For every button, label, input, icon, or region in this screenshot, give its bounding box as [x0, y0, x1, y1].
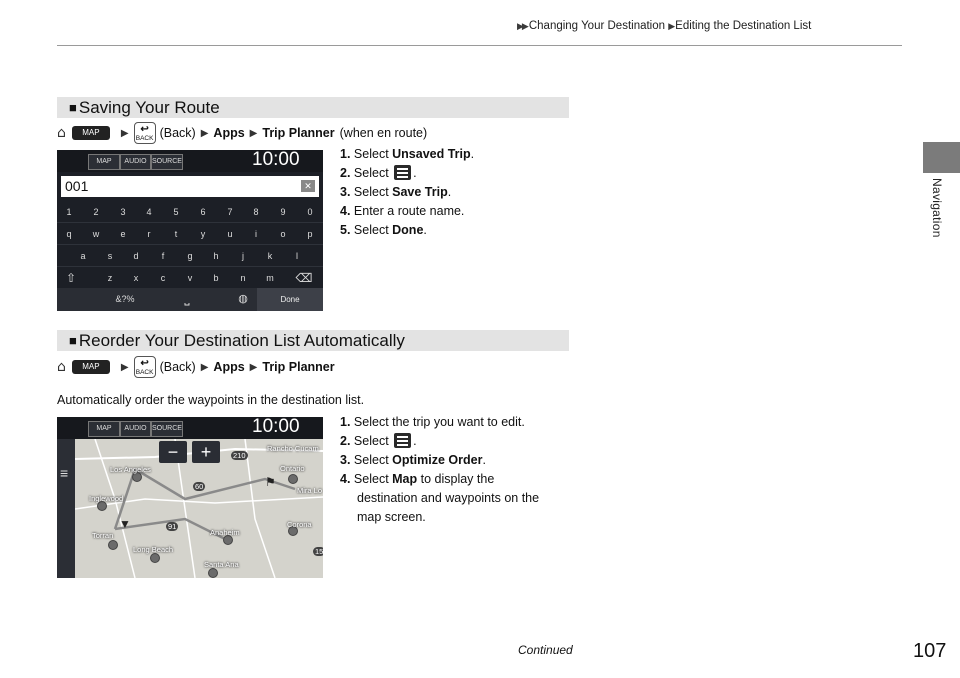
microphone-icon[interactable]: ◍: [238, 293, 248, 305]
key[interactable]: c: [160, 273, 166, 283]
zoom-in-button[interactable]: +: [192, 441, 220, 463]
key[interactable]: 8: [253, 207, 259, 217]
audio-tab[interactable]: AUDIO: [120, 421, 151, 437]
menu-icon: [394, 165, 411, 180]
key[interactable]: a: [80, 251, 86, 261]
step-4: 4. Enter a route name.: [340, 204, 465, 218]
key[interactable]: 1: [66, 207, 72, 217]
key[interactable]: g: [187, 251, 193, 261]
city-label: Anaheim: [210, 528, 240, 537]
step-1: 1. Select the trip you want to edit.: [340, 415, 525, 429]
audio-tab[interactable]: AUDIO: [120, 154, 151, 170]
key[interactable]: t: [174, 229, 178, 239]
destination-flag-icon: ⚑: [265, 475, 276, 489]
key[interactable]: 2: [93, 207, 99, 217]
breadcrumb-part-1: Changing Your Destination: [528, 20, 666, 32]
menu-icon[interactable]: ≡: [60, 465, 69, 481]
key[interactable]: 9: [280, 207, 286, 217]
screen-top-bar: [57, 417, 323, 439]
key[interactable]: d: [133, 251, 139, 261]
source-tab[interactable]: SOURCE: [151, 154, 183, 170]
path-suffix: (when en route): [339, 126, 428, 140]
key[interactable]: f: [161, 251, 165, 261]
key[interactable]: e: [120, 229, 126, 239]
page-number: 107: [913, 640, 947, 662]
key[interactable]: j: [242, 251, 244, 261]
breadcrumb-arrow-icon: ▶▶: [517, 21, 527, 31]
key[interactable]: h: [213, 251, 219, 261]
highway-shield-icon: 210: [233, 451, 246, 460]
key[interactable]: v: [187, 273, 193, 283]
highway-shield-icon: 15: [313, 547, 323, 556]
key[interactable]: 6: [200, 207, 206, 217]
space-key-icon[interactable]: ⎵: [184, 290, 190, 305]
map-button-icon: MAP: [72, 360, 110, 374]
key[interactable]: 3: [120, 207, 126, 217]
breadcrumb-part-2: Editing the Destination List: [675, 20, 812, 32]
section-title: Reorder Your Destination List Automatically: [78, 331, 405, 350]
map-menu-strip: [57, 439, 75, 578]
waypoint-pin[interactable]: [288, 474, 298, 484]
key[interactable]: 7: [227, 207, 233, 217]
keyboard-divider: [57, 266, 323, 267]
apps-label: Apps: [213, 360, 245, 374]
key[interactable]: 0: [307, 207, 313, 217]
symbols-key[interactable]: &?%: [115, 294, 135, 304]
step-4: 4. Select Map to display the: [340, 472, 495, 486]
path-arrow-icon: ▶: [249, 127, 258, 139]
section-square-icon: ■: [69, 333, 77, 348]
steps-list-reorder: [340, 413, 539, 527]
key[interactable]: z: [107, 273, 113, 283]
city-label: Los Angeles: [110, 465, 151, 474]
city-label: Rancho Cucam: [267, 444, 319, 453]
apps-label: Apps: [213, 126, 245, 140]
key[interactable]: m: [266, 273, 274, 283]
source-tab[interactable]: SOURCE: [151, 421, 183, 437]
highway-shield-icon: 60: [195, 482, 204, 491]
map-tab[interactable]: MAP: [88, 421, 120, 437]
highway-shield-icon: 91: [168, 522, 177, 531]
side-label: Navigation: [930, 178, 944, 238]
path-arrow-icon: ▶: [120, 127, 129, 139]
key[interactable]: w: [92, 229, 100, 239]
section-title: Saving Your Route: [78, 98, 220, 117]
header-divider: [57, 45, 902, 46]
done-button[interactable]: Done: [257, 288, 323, 311]
city-label: Ontario: [280, 464, 305, 473]
waypoint-pin[interactable]: [150, 553, 160, 563]
key[interactable]: k: [267, 251, 273, 261]
continued-label: Continued: [518, 643, 573, 657]
city-label: Long Beach: [133, 545, 174, 554]
clear-icon[interactable]: ✕: [301, 180, 315, 192]
backspace-key-icon[interactable]: ⌫: [295, 271, 313, 285]
screen-top-bar: [57, 150, 323, 172]
shift-key-icon[interactable]: ⇧: [65, 271, 77, 285]
input-value: 001: [65, 178, 89, 194]
step-2: 2. Select .: [340, 434, 417, 448]
waypoint-pin[interactable]: [108, 540, 118, 550]
paragraph: Automatically order the waypoints in the destination list.: [57, 393, 365, 407]
key[interactable]: r: [147, 229, 151, 239]
nav-path: [57, 356, 335, 378]
back-label: (Back): [159, 126, 196, 140]
step-4-line-2: destination and waypoints on the: [357, 491, 540, 505]
step-3: 3. Select Save Trip.: [340, 185, 452, 199]
keyboard-screenshot: [57, 150, 323, 311]
step-3: 3. Select Optimize Order.: [340, 453, 486, 467]
section-square-icon: ■: [69, 100, 77, 115]
map-button-icon: MAP: [72, 126, 110, 140]
section-header-reorder: [57, 330, 569, 351]
path-arrow-icon: ▶: [200, 361, 209, 373]
key[interactable]: p: [307, 229, 313, 239]
back-button-icon: ↩ BACK: [134, 122, 156, 144]
path-arrow-icon: ▶: [249, 361, 258, 373]
key[interactable]: 4: [146, 207, 152, 217]
clock: 10:00: [252, 417, 300, 437]
nav-path: [57, 122, 427, 144]
keyboard-bottom-row: [57, 288, 323, 311]
path-arrow-icon: ▶: [120, 361, 129, 373]
keyboard-divider: [57, 222, 323, 223]
city-label: Torran: [92, 531, 114, 540]
waypoint-pin[interactable]: [208, 568, 218, 578]
path-arrow-icon: ▶: [200, 127, 209, 139]
key[interactable]: s: [107, 251, 113, 261]
key[interactable]: x: [133, 273, 139, 283]
trip-planner-label: Trip Planner: [262, 360, 335, 374]
clock: 10:00: [252, 150, 300, 170]
key[interactable]: l: [296, 251, 298, 261]
key[interactable]: q: [66, 229, 72, 239]
steps-list-saving: [340, 145, 474, 240]
city-label: Corona: [287, 520, 312, 529]
back-label: (Back): [159, 360, 196, 374]
key[interactable]: y: [200, 229, 206, 239]
breadcrumb-arrow-icon: ▶: [668, 21, 674, 31]
key[interactable]: n: [240, 273, 246, 283]
home-icon: ⌂: [57, 125, 66, 141]
vehicle-position-icon: ▼: [119, 517, 131, 531]
key[interactable]: i: [255, 229, 257, 239]
map-tab[interactable]: MAP: [88, 154, 120, 170]
key[interactable]: u: [227, 229, 233, 239]
step-4-line-3: map screen.: [357, 510, 426, 524]
step-1: 1. Select Unsaved Trip.: [340, 147, 475, 161]
map-screenshot: [57, 417, 323, 578]
home-icon: ⌂: [57, 359, 66, 375]
key[interactable]: b: [213, 273, 219, 283]
key[interactable]: 5: [173, 207, 179, 217]
step-2: 2. Select .: [340, 166, 417, 180]
keyboard-divider: [57, 244, 323, 245]
city-label: Mira Lo: [297, 486, 323, 495]
side-tab: [923, 142, 960, 173]
section-header-saving-route: [57, 97, 569, 118]
trip-planner-label: Trip Planner: [262, 126, 335, 140]
key[interactable]: o: [280, 229, 286, 239]
breadcrumb: [517, 20, 811, 32]
city-label: Inglewood: [89, 494, 124, 503]
back-button-icon: ↩ BACK: [134, 356, 156, 378]
route-name-input[interactable]: [61, 176, 319, 197]
step-5: 5. Select Done.: [340, 223, 427, 237]
menu-icon: [394, 433, 411, 448]
zoom-out-button[interactable]: −: [159, 441, 187, 463]
city-label: Santa Ana: [204, 560, 239, 569]
